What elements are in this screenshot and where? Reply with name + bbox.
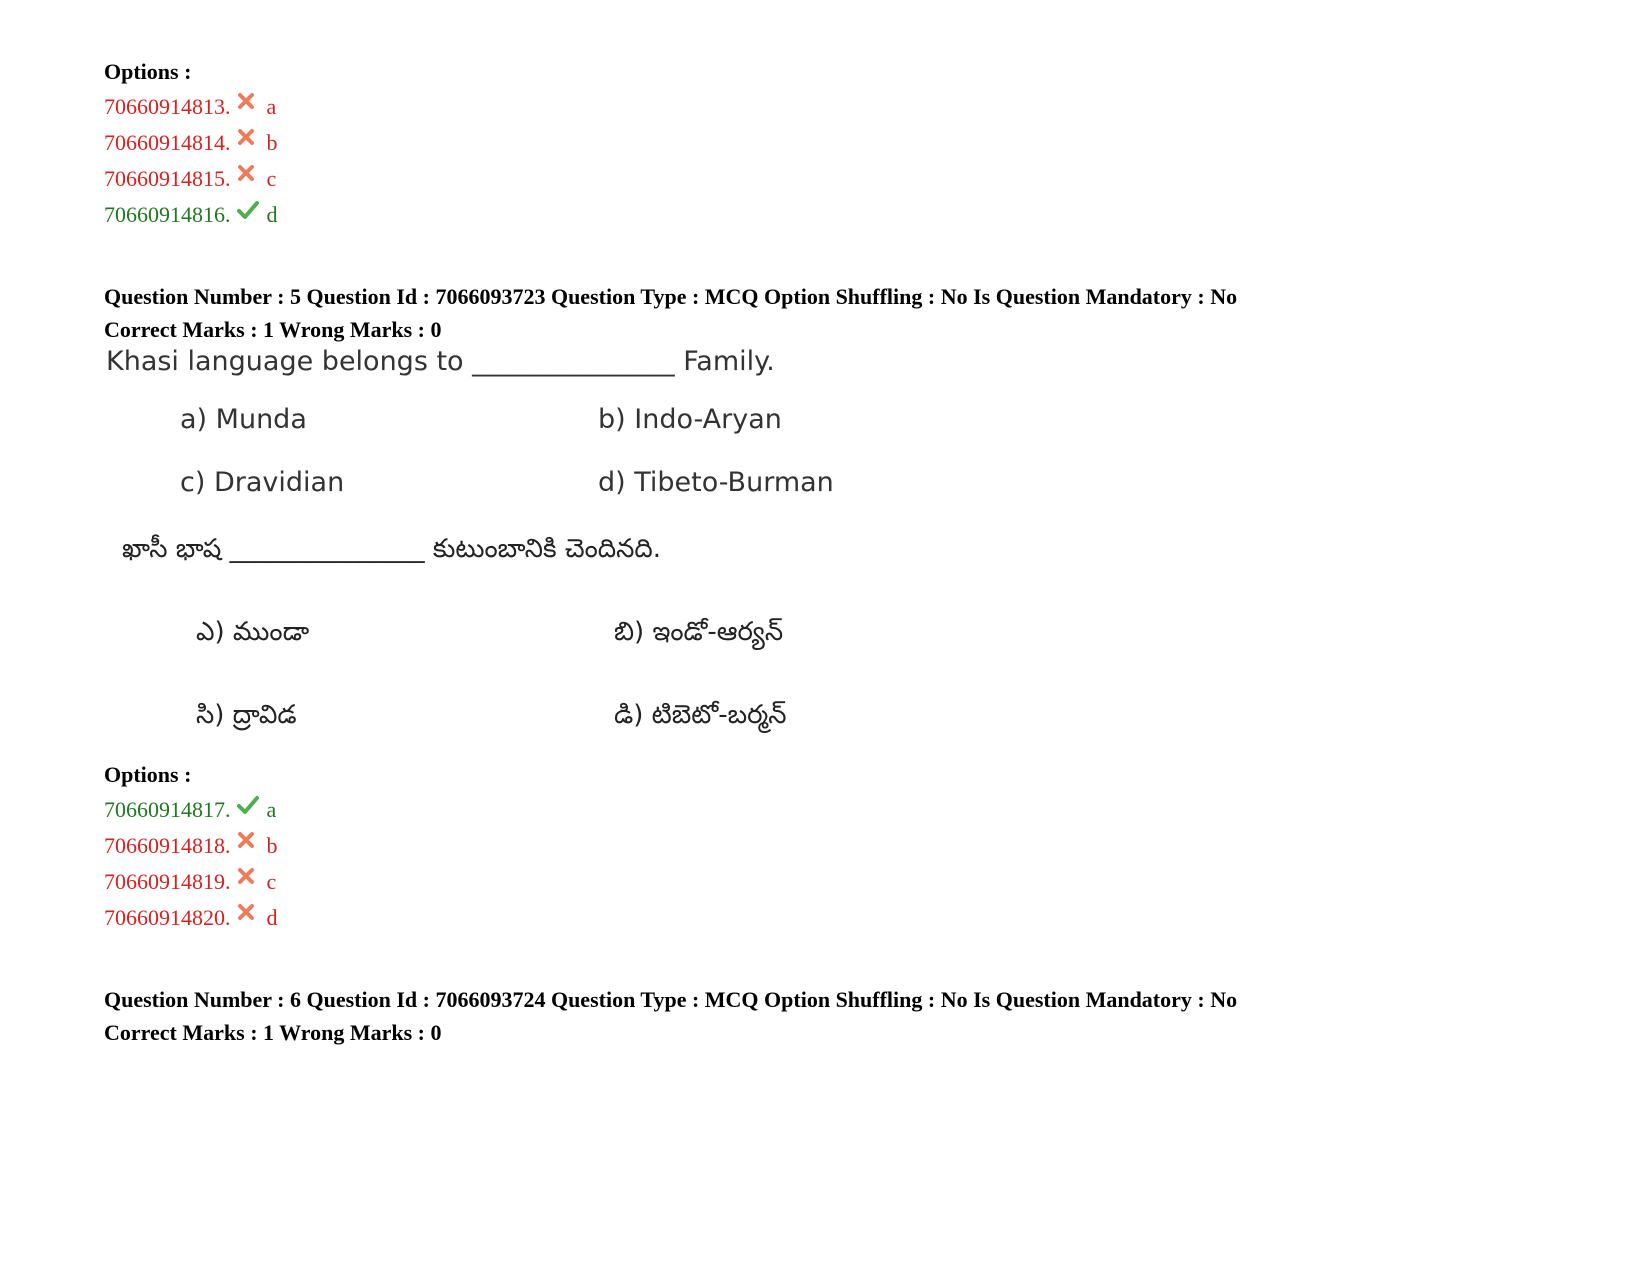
english-option-c: c) Dravidian — [180, 467, 345, 498]
cross-icon — [237, 128, 259, 150]
option-text: d — [266, 905, 278, 930]
question-stem-english: Khasi language belongs to _______________ Family. — [106, 346, 775, 377]
option-id: 70660914818. — [104, 833, 231, 858]
english-options — [104, 404, 1004, 514]
option-id: 70660914814. — [104, 130, 231, 155]
cross-icon — [237, 903, 259, 925]
cross-icon — [237, 831, 259, 853]
option-row — [104, 125, 278, 161]
option-row — [104, 161, 278, 197]
option-text: a — [266, 797, 277, 822]
question-6-block — [104, 983, 1237, 1049]
option-id: 70660914820. — [104, 905, 231, 930]
option-row — [104, 89, 278, 125]
telugu-option-b: బి) ఇండో-ఆర్యన్ — [614, 617, 784, 647]
option-text: c — [266, 869, 277, 894]
question-5-block — [104, 280, 1237, 346]
question-image — [104, 342, 1004, 752]
question-header: Question Number : 6 Question Id : 7066093724 Question Type : MCQ Option Shuffling : No Is Question Mandatory : No — [104, 987, 1238, 1012]
telugu-options — [104, 617, 1004, 730]
option-text: a — [266, 94, 277, 119]
option-row — [104, 828, 278, 864]
option-row — [104, 900, 278, 936]
cross-icon — [237, 92, 259, 114]
cross-icon — [237, 867, 259, 889]
option-text: b — [266, 130, 278, 155]
english-option-d: d) Tibeto-Burman — [598, 467, 834, 498]
question-stem-telugu: ఖాసీ భాష _______________ కుటుంబానికి చెందినది. — [122, 534, 661, 564]
option-row — [104, 792, 278, 828]
option-id: 70660914816. — [104, 202, 231, 227]
english-option-a: a) Munda — [180, 404, 307, 435]
question-marks: Correct Marks : 1 Wrong Marks : 0 — [104, 1020, 442, 1045]
option-row — [104, 197, 278, 233]
option-id: 70660914815. — [104, 166, 231, 191]
option-text: d — [266, 202, 278, 227]
english-option-b: b) Indo-Aryan — [598, 404, 782, 435]
question-marks: Correct Marks : 1 Wrong Marks : 0 — [104, 317, 442, 342]
option-id: 70660914813. — [104, 94, 231, 119]
check-icon — [237, 200, 259, 222]
cross-icon — [237, 164, 259, 186]
option-text: b — [266, 833, 278, 858]
option-row — [104, 864, 278, 900]
question-header: Question Number : 5 Question Id : 7066093723 Question Type : MCQ Option Shuffling : No Is Question Mandatory : No — [104, 284, 1238, 309]
option-id: 70660914819. — [104, 869, 231, 894]
telugu-option-a: ఎ) ముండా — [196, 617, 310, 647]
question-5-options-block — [104, 758, 278, 936]
telugu-option-c: సి) ద్రావిడ — [196, 700, 297, 730]
prev-options-block — [104, 55, 278, 233]
check-icon — [237, 795, 259, 817]
options-label: Options : — [104, 59, 192, 84]
telugu-option-d: డి) టిబెటో-బర్మన్ — [614, 700, 787, 730]
option-text: c — [266, 166, 277, 191]
option-id: 70660914817. — [104, 797, 231, 822]
options-label: Options : — [104, 762, 192, 787]
